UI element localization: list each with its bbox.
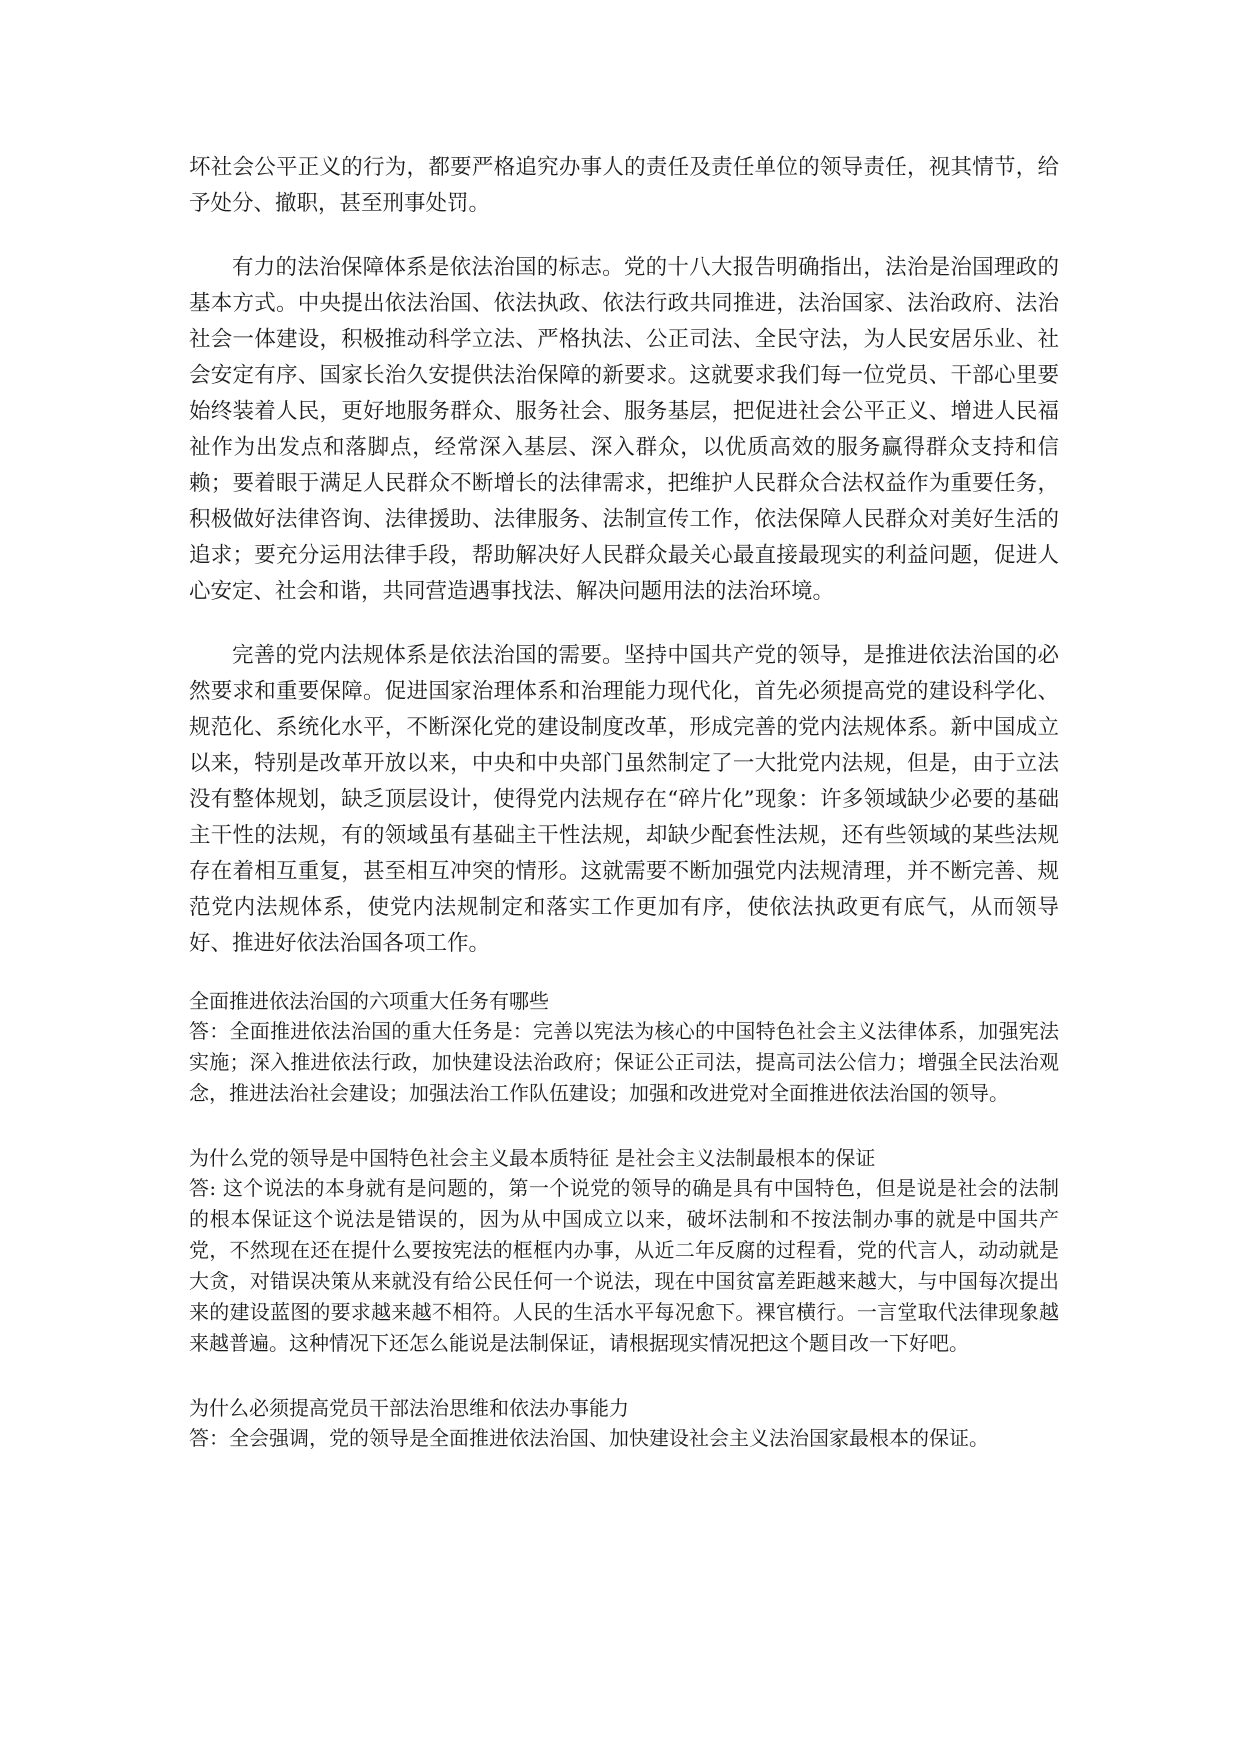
answer-text: 答: 这个说法的本身就有是问题的，第一个说党的领导的确是具有中国特色，但是说是社会的法制的根本保证这个说法是错误的，因为从中国成立以来，破坏法制和不按法制办事的就是中国共产党，不然现在还在提什么要按宪法的框框内办事，从近二年反腐的过程看，党的代言人，动动就是大贪，对错误决策从来就没有给公民任何一个说法，现在中国贫富差距越来越大，与中国每次提出来的建设蓝图的要求越来越不相符。人民的生活水平每况愈下。裸官横行。一言堂取代法律现象越来越普遍。这种情况下还怎么能说是法制保证，请根据现实情况把这个题目改一下好吧。 [189,1176,1059,1355]
body-paragraph: 完善的党内法规体系是依法治国的需要。坚持中国共产党的领导，是推进依法治国的必然要求和重要保障。促进国家治理体系和治理能力现代化，首先必须提高党的建设科学化、规范化、系统化水平，不断深化党的建设制度改革，形成完善的党内法规体系。新中国成立以来，特别是改革开放以来，中央和中央部门虽然制定了一大批党内法规，但是，由于立法没有整体规划，缺乏顶层设计，使得党内法规存在“碎片化”现象：许多领域缺少必要的基础主干性的法规，有的领域虽有基础主干性法规，却缺少配套性法规，还有些领域的某些法规存在着相互重复，甚至相互冲突的情形。这就需要不断加强党内法规清理，并不断完善、规范党内法规体系，使党内法规制定和落实工作更加有序，使依法执政更有底气，从而领导好、推进好依法治国各项工作。 [189,643,1059,956]
question-title: 为什么党的领导是中国特色社会主义最本质特征 是社会主义法制最根本的保证 [189,1146,876,1170]
qa-block [189,1143,1059,1359]
body-paragraph: 有力的法治保障体系是依法治国的标志。党的十八大报告明确指出，法治是治国理政的基本方式。中央提出依法治国、依法执政、依法行政共同推进，法治国家、法治政府、法治社会一体建设，积极推动科学立法、严格执法、公正司法、全民守法，为人民安居乐业、社会安定有序、国家长治久安提供法治保障的新要求。这就要求我们每一位党员、干部心里要始终装着人民，更好地服务群众、服务社会、服务基层，把促进社会公平正义、增进人民福祉作为出发点和落脚点，经常深入基层、深入群众，以优质高效的服务赢得群众支持和信赖；要着眼于满足人民群众不断增长的法律需求，把维护人民群众合法权益作为重要任务，积极做好法律咨询、法律援助、法律服务、法制宣传工作，依法保障人民群众对美好生活的追求；要充分运用法律手段，帮助解决好人民群众最关心最直接最现实的利益问题，促进人心安定、社会和谐，共同营造遇事找法、解决问题用法的法治环境。 [189,255,1059,604]
answer-text: 答：全会强调，党的领导是全面推进依法治国、加快建设社会主义法治国家最根本的保证。 [189,1426,989,1450]
question-title: 全面推进依法治国的六项重大任务有哪些 [189,989,549,1013]
document-page [189,150,1059,1454]
answer-text: 答：全面推进依法治国的重大任务是：完善以宪法为核心的中国特色社会主义法律体系，加强宪法实施；深入推进依法行政，加快建设法治政府；保证公正司法，提高司法公信力；增强全民法治观念，推进法治社会建设；加强法治工作队伍建设；加强和改进党对全面推进依法治国的领导。 [189,1019,1059,1105]
question-title: 为什么必须提高党员干部法治思维和依法办事能力 [189,1396,629,1420]
qa-block [189,986,1059,1109]
qa-block [189,1393,1059,1454]
lead-paragraph: 坏社会公平正义的行为，都要严格追究办事人的责任及责任单位的领导责任，视其情节，给予处分、撤职，甚至刑事处罚。 [189,155,1059,216]
